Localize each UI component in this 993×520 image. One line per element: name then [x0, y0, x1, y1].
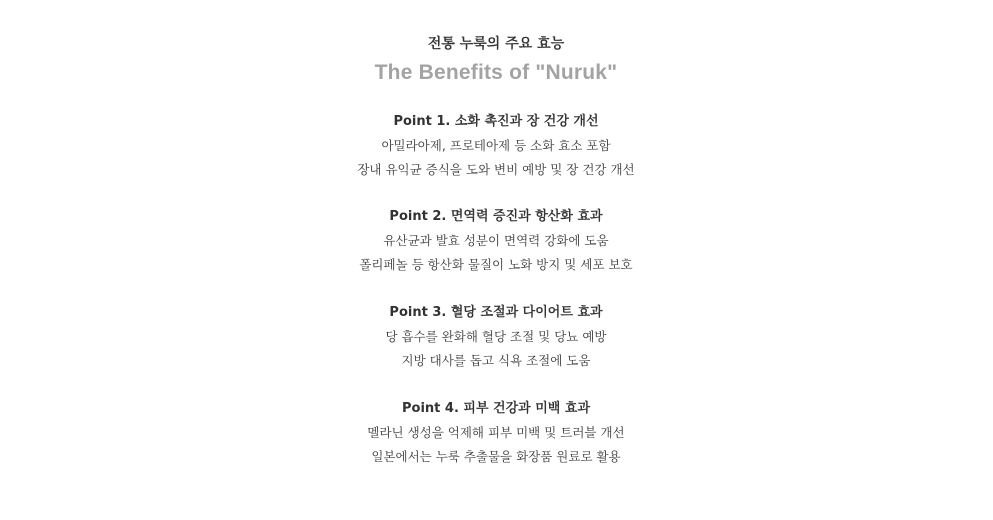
benefit-point-title: Point 3. 혈당 조절과 다이어트 효과 — [389, 305, 603, 320]
benefit-point-line: 멜라닌 생성을 억제해 피부 미백 및 트러블 개선 — [367, 425, 625, 440]
benefit-point-line: 장내 유익균 증식을 도와 변비 예방 및 장 건강 개선 — [357, 162, 635, 177]
benefit-point-line: 폴리페놀 등 항산화 물질이 노화 방지 및 세포 보호 — [359, 257, 633, 272]
benefit-point-3 — [296, 303, 696, 375]
section-title-english: The Benefits of "Nuruk" — [374, 61, 618, 84]
benefit-point-4 — [296, 399, 696, 471]
benefit-point-title: Point 1. 소화 촉진과 장 건강 개선 — [393, 114, 599, 129]
benefit-point-line: 아밀라아제, 프로테아제 등 소화 효소 포함 — [381, 138, 611, 153]
benefit-point-line: 지방 대사를 돕고 식욕 조절에 도움 — [401, 353, 591, 368]
benefit-point-title: Point 2. 면역력 증진과 항산화 효과 — [389, 209, 603, 224]
benefit-point-1 — [296, 112, 696, 184]
benefit-point-line: 당 흡수를 완화해 혈당 조절 및 당뇨 예방 — [385, 329, 607, 344]
benefit-point-line: 일본에서는 누룩 추출물을 화장품 원료로 활용 — [371, 449, 621, 464]
benefit-point-2 — [296, 207, 696, 279]
benefit-point-title: Point 4. 피부 건강과 미백 효과 — [401, 401, 591, 416]
section-title-korean: 전통 누룩의 주요 효능 — [427, 36, 565, 52]
benefit-point-line: 유산균과 발효 성분이 면역력 강화에 도움 — [383, 233, 609, 248]
